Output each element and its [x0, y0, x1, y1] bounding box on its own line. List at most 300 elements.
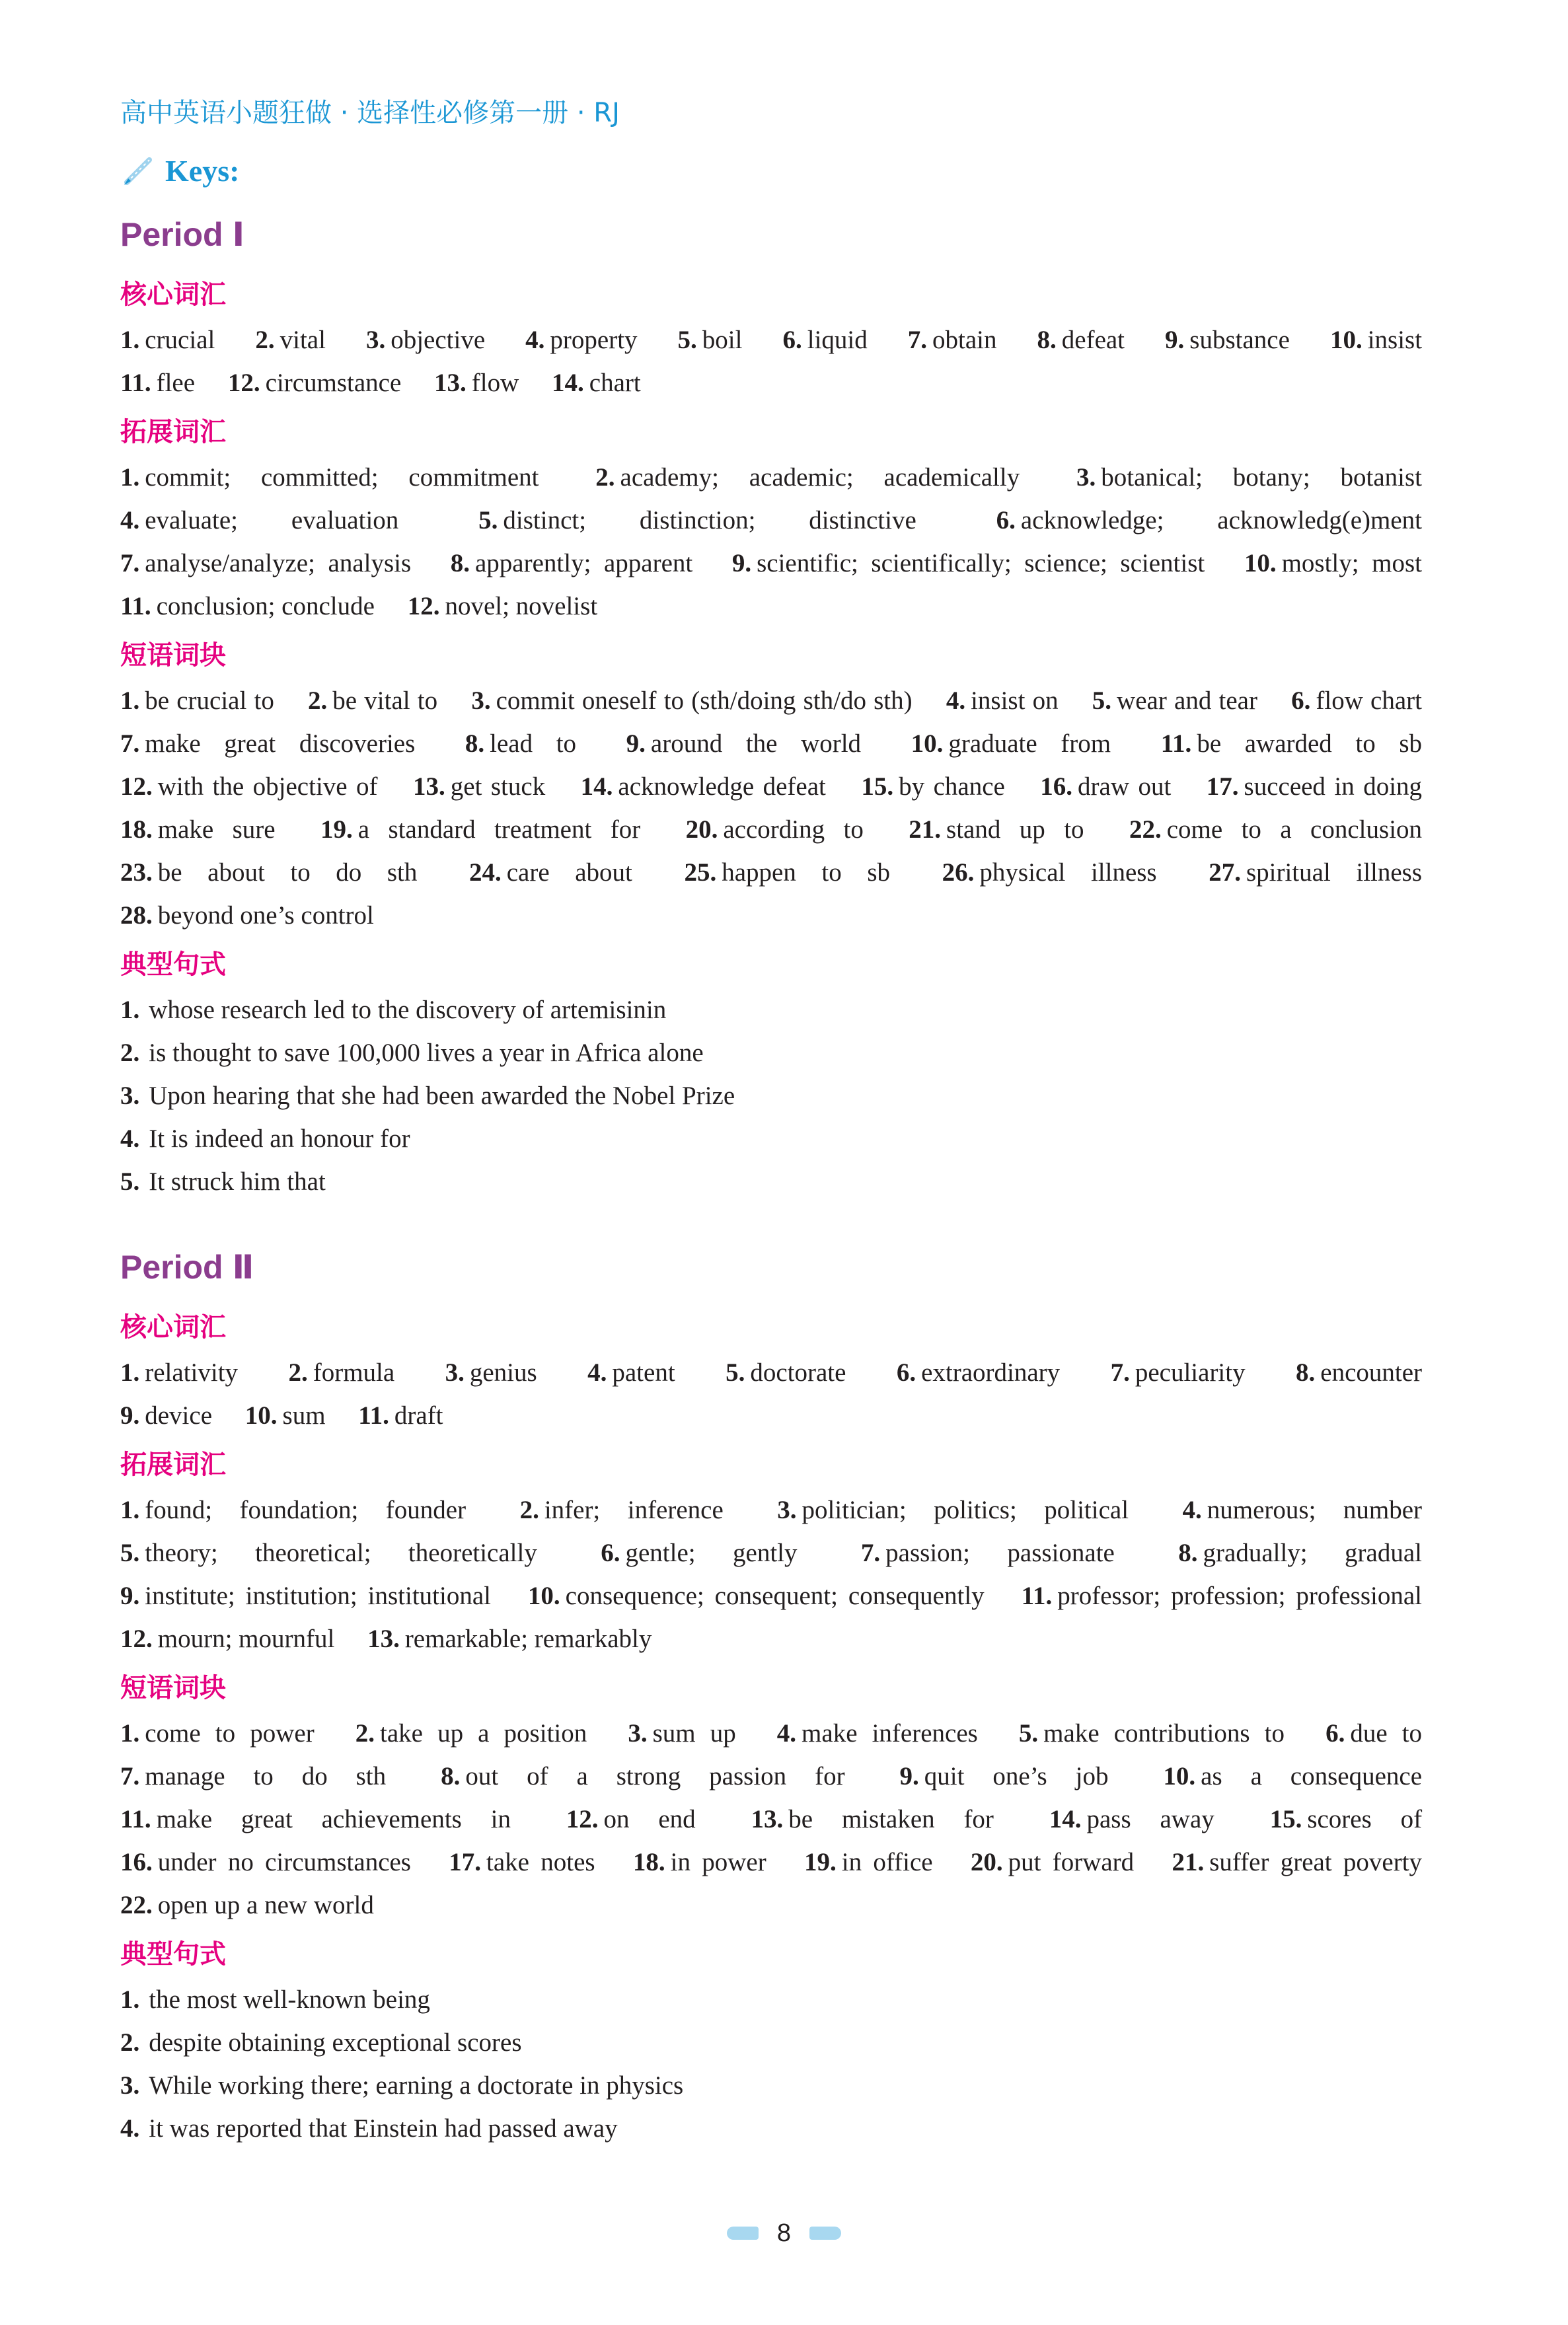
answer-text: make great discoveries [145, 729, 416, 758]
section-heading: 典型句式 [120, 949, 226, 980]
sentence-text: Upon hearing that she had been awarded the Nobel Prize [149, 1082, 735, 1110]
answer-item [120, 1762, 386, 1790]
answer-item [1165, 326, 1290, 354]
answer-number: 8. [465, 729, 485, 758]
answer-text: boil [702, 326, 743, 354]
answer-text: obtain [932, 326, 997, 354]
answer-item [449, 1848, 595, 1876]
answer-item [120, 369, 195, 397]
answer-text: make sure [157, 815, 276, 844]
answer-item [413, 772, 545, 801]
answer-text: apparently; apparent [475, 549, 693, 577]
sentence-text: the most well-known being [149, 1985, 430, 2014]
answer-text: extraordinary [921, 1358, 1061, 1387]
answer-item [1325, 1719, 1422, 1748]
answer-text: remarkable; remarkably [404, 1625, 652, 1653]
answer-text: be crucial to [145, 686, 274, 715]
answer-item [587, 1358, 675, 1387]
answer-item [120, 1625, 334, 1653]
answer-text: as a consequence [1201, 1762, 1423, 1790]
sentence-item [120, 2107, 1448, 2150]
answer-number: 22. [120, 1891, 153, 1919]
answer-number: 7. [860, 1539, 881, 1567]
pencil-icon [120, 152, 157, 189]
answer-text: passion; passionate [885, 1539, 1115, 1567]
answer-text: vital [280, 326, 326, 354]
answer-text: a standard treatment for [357, 815, 641, 844]
answer-item [1209, 858, 1422, 887]
answer-text: out of a strong passion for [465, 1762, 845, 1790]
answer-number: 4. [587, 1358, 607, 1387]
answer-item [366, 326, 485, 354]
answer-item [120, 858, 417, 887]
answer-item [1092, 686, 1257, 715]
answer-number: 9. [1165, 326, 1185, 354]
sentence-item [120, 1031, 1448, 1074]
answer-text: graduate from [948, 729, 1111, 758]
answer-item [120, 729, 415, 758]
answer-number: 11. [1021, 1582, 1053, 1610]
answer-item [255, 326, 326, 354]
answer-item [726, 1358, 846, 1387]
answer-number: 7. [1110, 1358, 1130, 1387]
answer-item [1178, 1539, 1422, 1567]
answer-number: 6. [896, 1358, 916, 1387]
answer-text: conclusion; conclude [156, 592, 375, 620]
answer-item [465, 729, 576, 758]
answer-item [120, 772, 378, 801]
answer-text: gradually; gradual [1203, 1539, 1422, 1567]
answer-text: make inferences [802, 1719, 978, 1748]
answer-number: 11. [120, 1805, 151, 1833]
answer-text: come to a conclusion [1166, 815, 1423, 844]
answer-item [996, 506, 1422, 535]
answer-item [355, 1719, 587, 1748]
sentence-number: 1. [120, 996, 140, 1024]
sentence-text: it was reported that Einstein had passed away [149, 2114, 618, 2143]
answer-item [525, 326, 637, 354]
answer-number: 22. [1129, 815, 1162, 844]
answer-text: theory; theoretical; theoretically [145, 1539, 537, 1567]
answer-item [633, 1848, 766, 1876]
answer-text: circumstance [265, 369, 402, 397]
answer-number: 2. [519, 1496, 539, 1524]
answer-number: 10. [911, 729, 944, 758]
section-heading: 短语词块 [120, 1673, 226, 1703]
answer-text: academy; academic; academically [620, 463, 1020, 492]
answer-number: 16. [1040, 772, 1073, 801]
answer-item [445, 1358, 537, 1387]
answer-text: take notes [486, 1848, 595, 1876]
answer-item [900, 1762, 1109, 1790]
answer-number: 15. [861, 772, 894, 801]
answer-number: 5. [478, 506, 498, 535]
answer-number: 1. [120, 326, 140, 354]
answer-number: 5. [677, 326, 697, 354]
answer-number: 2. [355, 1719, 375, 1748]
answer-text: insist [1367, 326, 1423, 354]
footer-right-pill [809, 2227, 841, 2240]
answer-text: numerous; number [1207, 1496, 1423, 1524]
answer-number: 24. [468, 858, 502, 887]
answer-item [245, 1401, 326, 1430]
answer-text: doctorate [750, 1358, 846, 1387]
answer-item [861, 772, 1004, 801]
answer-number: 5. [726, 1358, 745, 1387]
answer-item [120, 1358, 238, 1387]
answer-text: come to power [145, 1719, 315, 1748]
answer-number: 9. [120, 1582, 140, 1610]
answer-text: analyse/analyze; analysis [145, 549, 412, 577]
period-title: Period Ⅰ [120, 216, 245, 253]
answer-text: be about to do sth [157, 858, 418, 887]
answer-number: 5. [1092, 686, 1112, 715]
sentence-text: It is indeed an honour for [149, 1125, 410, 1153]
answer-item [1207, 772, 1422, 801]
sentence-number: 4. [120, 1125, 140, 1153]
answer-number: 8. [441, 1762, 461, 1790]
answer-text: commit; committed; commitment [145, 463, 539, 492]
answer-number: 1. [120, 1719, 140, 1748]
answer-item [628, 1719, 735, 1748]
answer-paragraph [120, 318, 1448, 404]
answer-item [408, 592, 597, 620]
answer-item [120, 901, 374, 930]
answer-item [581, 772, 826, 801]
answer-item [595, 463, 1020, 492]
answer-item [751, 1805, 993, 1833]
answer-text: mourn; mournful [157, 1625, 335, 1653]
answer-item [1244, 549, 1422, 577]
answer-text: according to [723, 815, 864, 844]
answer-number: 10. [1244, 549, 1277, 577]
answer-text: wear and tear [1117, 686, 1257, 715]
answer-number: 11. [120, 592, 151, 620]
answer-item [601, 1539, 797, 1567]
answer-text: formula [313, 1358, 395, 1387]
answer-text: care about [506, 858, 632, 887]
answer-number: 1. [120, 1496, 140, 1524]
answer-text: take up a position [380, 1719, 587, 1748]
page-footer [0, 2213, 1568, 2253]
answer-text: commit oneself to (sth/doing sth/do sth) [496, 686, 913, 715]
answer-item [120, 463, 539, 492]
answer-item [626, 729, 861, 758]
answer-number: 7. [120, 729, 140, 758]
answer-text: due to [1350, 1719, 1423, 1748]
answer-text: be vital to [332, 686, 438, 715]
answer-text: beyond one’s control [157, 901, 374, 930]
answer-text: gentle; gently [625, 1539, 798, 1567]
section-heading: 拓展词汇 [120, 1450, 226, 1480]
answer-number: 6. [782, 326, 802, 354]
answer-number: 17. [1206, 772, 1239, 801]
answer-text: spiritual illness [1246, 858, 1423, 887]
keys-label: Keys: [165, 153, 240, 188]
answer-text: flee [156, 369, 196, 397]
answer-item [120, 1401, 212, 1430]
answer-item [942, 858, 1157, 887]
answer-number: 6. [996, 506, 1016, 535]
answer-text: make great achievements in [156, 1805, 511, 1833]
answer-number: 11. [358, 1401, 389, 1430]
sentence-item [120, 1117, 1448, 1160]
answer-item [1296, 1358, 1422, 1387]
answer-text: acknowledge defeat [618, 772, 826, 801]
answer-item [441, 1762, 845, 1790]
answer-item [528, 1582, 985, 1610]
answer-text: in power [670, 1848, 766, 1876]
answer-item [897, 1358, 1060, 1387]
answer-item [120, 1539, 537, 1567]
answer-text: happen to sb [722, 858, 891, 887]
sentence-text: is thought to save 100,000 lives a year in Africa alone [149, 1039, 704, 1067]
answer-item [1049, 1805, 1214, 1833]
answer-text: scores of [1307, 1805, 1423, 1833]
answer-text: patent [612, 1358, 675, 1387]
answer-item [1111, 1358, 1246, 1387]
sentence-item [120, 1160, 1448, 1203]
answer-number: 21. [909, 815, 942, 844]
answer-text: professor; profession; professional [1057, 1582, 1422, 1610]
answer-number: 12. [227, 369, 260, 397]
answer-number: 8. [1178, 1539, 1198, 1567]
answer-number: 7. [120, 549, 140, 577]
answer-text: novel; novelist [445, 592, 598, 620]
answer-number: 3. [365, 326, 386, 354]
answer-item [120, 549, 411, 577]
answer-text: be mistaken for [788, 1805, 994, 1833]
answer-number: 13. [434, 369, 467, 397]
answer-text: scientific; scientifically; science; scientist [757, 549, 1205, 577]
sentence-number: 2. [120, 2028, 140, 2057]
answer-item [777, 1719, 978, 1748]
answer-key-page [120, 92, 1448, 2150]
answer-text: around the world [650, 729, 862, 758]
answer-text: substance [1189, 326, 1290, 354]
answer-paragraph [120, 1351, 1448, 1437]
answer-number: 3. [1076, 463, 1096, 492]
answer-text: property [550, 326, 638, 354]
page-number: 8 [776, 2219, 792, 2247]
answer-item [120, 815, 276, 844]
answer-item [566, 1805, 696, 1833]
answer-text: flow chart [1316, 686, 1423, 715]
answer-text: quit one’s job [924, 1762, 1109, 1790]
answer-number: 14. [1049, 1805, 1082, 1833]
answer-text: manage to do sth [145, 1762, 387, 1790]
answer-number: 8. [450, 549, 470, 577]
answer-number: 6. [1325, 1719, 1345, 1748]
answer-item [120, 686, 274, 715]
answer-text: suffer great poverty [1209, 1848, 1423, 1876]
answer-number: 26. [942, 858, 975, 887]
sentence-text: whose research led to the discovery of artemisinin [149, 996, 667, 1024]
answer-item [471, 686, 912, 715]
answer-number: 7. [907, 326, 928, 354]
sentence-item [120, 988, 1448, 1031]
answer-number: 6. [1291, 686, 1311, 715]
sentence-text: It struck him that [149, 1167, 326, 1196]
answer-number: 8. [1037, 326, 1057, 354]
answer-text: be awarded to sb [1197, 729, 1423, 758]
answer-number: 7. [120, 1762, 140, 1790]
answer-text: genius [469, 1358, 537, 1387]
answer-item [732, 549, 1205, 577]
answer-text: make contributions to [1043, 1719, 1285, 1748]
answer-number: 20. [685, 815, 718, 844]
answer-item [451, 549, 693, 577]
answer-text: distinct; distinction; distinctive [503, 506, 916, 535]
answer-text: institute; institution; institutional [145, 1582, 491, 1610]
answer-item [1330, 326, 1422, 354]
answer-item [120, 1891, 374, 1919]
answer-number: 19. [803, 1848, 837, 1876]
answer-number: 4. [525, 326, 545, 354]
answer-number: 10. [1329, 326, 1363, 354]
answer-item [520, 1496, 724, 1524]
answer-item [228, 369, 401, 397]
answer-text: sum [282, 1401, 326, 1430]
answer-item [971, 1848, 1134, 1876]
answer-text: chart [589, 369, 641, 397]
answer-item [909, 815, 1084, 844]
answer-item [686, 815, 864, 844]
answer-number: 12. [407, 592, 440, 620]
section-heading: 核心词汇 [120, 279, 226, 310]
answer-text: infer; inference [544, 1496, 724, 1524]
answer-number: 10. [527, 1582, 560, 1610]
answer-text: botanical; botany; botanist [1101, 463, 1423, 492]
section-heading: 核心词汇 [120, 1312, 226, 1343]
answer-item [1163, 1762, 1422, 1790]
answer-number: 13. [367, 1625, 400, 1653]
answer-number: 21. [1172, 1848, 1205, 1876]
answer-item [308, 686, 437, 715]
answer-number: 4. [946, 686, 966, 715]
answer-text: stand up to [946, 815, 1084, 844]
answer-text: insist on [971, 686, 1059, 715]
sentence-item [120, 1074, 1448, 1117]
answer-item [120, 506, 398, 535]
answer-text: defeat [1061, 326, 1125, 354]
answer-number: 15. [1269, 1805, 1302, 1833]
answer-text: open up a new world [157, 1891, 374, 1919]
answer-text: with the objective of [157, 772, 378, 801]
answer-text: on end [603, 1805, 696, 1833]
answer-item [908, 326, 997, 354]
answer-text: liquid [807, 326, 868, 354]
answer-text: objective [391, 326, 486, 354]
answer-number: 17. [449, 1848, 482, 1876]
answer-number: 27. [1209, 858, 1241, 887]
sentence-number: 1. [120, 1985, 140, 2014]
answer-number: 6. [601, 1539, 620, 1567]
answer-item [120, 1805, 511, 1833]
answer-text: acknowledge; acknowledg(e)ment [1020, 506, 1423, 535]
answer-item [1022, 1582, 1422, 1610]
answer-item [478, 506, 916, 535]
answer-item [1037, 326, 1125, 354]
answer-paragraph [120, 456, 1448, 628]
answer-item [861, 1539, 1115, 1567]
answer-item [120, 1496, 466, 1524]
sentence-number: 2. [120, 1039, 140, 1067]
answer-item [288, 1358, 394, 1387]
answer-number: 25. [684, 858, 717, 887]
answer-number: 2. [288, 1358, 308, 1387]
answer-item [678, 326, 743, 354]
sentence-text: despite obtaining exceptional scores [149, 2028, 522, 2057]
answer-number: 2. [255, 326, 275, 354]
answer-number: 3. [628, 1719, 648, 1748]
period-title: Period Ⅱ [120, 1249, 254, 1286]
answer-number: 13. [751, 1805, 784, 1833]
answer-text: found; foundation; founder [145, 1496, 467, 1524]
answer-item [320, 815, 640, 844]
answer-number: 11. [120, 369, 151, 397]
answer-item [358, 1401, 443, 1430]
answer-text: relativity [145, 1358, 239, 1387]
section-heading: 典型句式 [120, 1939, 226, 1970]
answer-number: 13. [413, 772, 445, 801]
answer-number: 3. [777, 1496, 797, 1524]
answer-number: 11. [1160, 729, 1192, 758]
sentence-text: While working there; earning a doctorate in physics [149, 2071, 684, 2100]
answer-text: by chance [899, 772, 1005, 801]
answer-item [120, 1719, 315, 1748]
answer-text: sum up [652, 1719, 736, 1748]
answer-number: 14. [552, 369, 584, 397]
answer-text: evaluate; evaluation [145, 506, 399, 535]
answer-number: 3. [471, 686, 491, 715]
answer-item [946, 686, 1059, 715]
answer-item [120, 326, 215, 354]
answer-text: pass away [1086, 1805, 1214, 1833]
answer-text: draw out [1078, 772, 1172, 801]
answer-text: crucial [145, 326, 215, 354]
answer-item [552, 369, 641, 397]
footer-left-pill [727, 2227, 759, 2240]
answer-number: 19. [320, 815, 353, 844]
answer-item [120, 1848, 411, 1876]
book-title-header: 高中英语小题狂做 · 选择性必修第一册 · RJ [120, 98, 620, 128]
answer-text: device [145, 1401, 213, 1430]
answer-number: 2. [595, 463, 615, 492]
answer-item [1291, 686, 1422, 715]
sentence-number: 5. [120, 1167, 140, 1196]
answer-number: 9. [626, 729, 646, 758]
answer-paragraph [120, 1489, 1448, 1660]
answer-paragraph [120, 1712, 1448, 1927]
answer-number: 4. [1182, 1496, 1202, 1524]
answer-number: 4. [776, 1719, 797, 1748]
answer-text: consequence; consequent; consequently [565, 1582, 985, 1610]
answer-number: 10. [1163, 1762, 1196, 1790]
answer-number: 23. [120, 858, 153, 887]
answer-number: 18. [632, 1848, 665, 1876]
answer-text: put forward [1008, 1848, 1135, 1876]
answer-text: get stuck [450, 772, 546, 801]
answer-item [1040, 772, 1171, 801]
answer-text: mostly; most [1281, 549, 1423, 577]
answer-number: 2. [308, 686, 328, 715]
answer-item [1076, 463, 1422, 492]
answer-text: physical illness [979, 858, 1157, 887]
answer-item [1161, 729, 1422, 758]
answer-number: 20. [970, 1848, 1003, 1876]
answer-item [911, 729, 1111, 758]
